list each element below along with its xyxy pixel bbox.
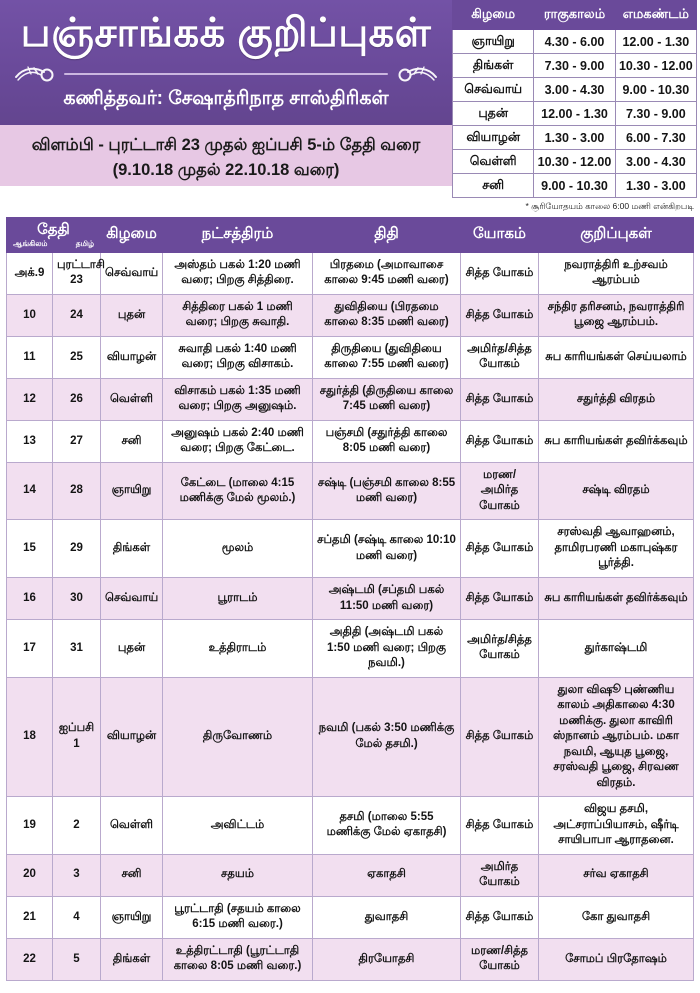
cell-weekday: செவ்வாய்	[101, 578, 163, 620]
table-row	[7, 462, 694, 520]
cell-english-date: 10	[7, 294, 53, 336]
cell-thithi: அஷ்டமி (சப்தமி பகல் 11:50 மணி வரை)	[313, 578, 461, 620]
table-row	[7, 677, 694, 797]
cell-natchathiram: அவிட்டம்	[163, 797, 313, 855]
date-range-tamil: விளம்பி - புரட்டாசி 23 முதல் ஐப்பசி 5-ம் தேதி வரை	[31, 136, 421, 154]
cell-notes: சதுர்த்தி விரதம்	[539, 378, 694, 420]
cell-notes: விஜய தசமி, அட்சராப்பியாசம், ஷீர்டி சாயிபாபா ஆராதனை.	[539, 797, 694, 855]
cell-notes: சோமப் பிரதோஷம்	[539, 938, 694, 980]
cell-notes: சந்திர தரிசனம், நவராத்திரி பூஜை ஆரம்பம்.	[539, 294, 694, 336]
cell-weekday: சனி	[101, 854, 163, 896]
cell-tamil-date: 4	[53, 896, 101, 938]
table-row	[7, 420, 694, 462]
cell-notes: சஷ்டி விரதம்	[539, 462, 694, 520]
cell-yogam: அமிர்த/சித்த யோகம்	[461, 336, 539, 378]
cell-thithi: ஏகாதசி	[313, 854, 461, 896]
flourish-right-icon	[396, 64, 438, 84]
rahu-header-rahukalam: ராகுகாலம்	[534, 1, 615, 30]
cell-yogam: சித்த யோகம்	[461, 797, 539, 855]
rahu-time: 9.00 - 10.30	[534, 174, 615, 198]
cell-yogam: சித்த யோகம்	[461, 294, 539, 336]
cell-tamil-date: 27	[53, 420, 101, 462]
cell-natchathiram: திருவோணம்	[163, 677, 313, 797]
cell-yogam: சித்த யோகம்	[461, 578, 539, 620]
cell-notes: சுப காரியங்கள் செய்யலாம்	[539, 336, 694, 378]
cell-thithi: திருதியை (துவிதியை காலை 7:55 மணி வரை)	[313, 336, 461, 378]
cell-english-date: 12	[7, 378, 53, 420]
cell-thithi: திரயோதசி	[313, 938, 461, 980]
table-row	[453, 30, 697, 54]
rahu-weekday: வியாழன்	[453, 126, 534, 150]
cell-tamil-date: 5	[53, 938, 101, 980]
cell-tamil-date: 24	[53, 294, 101, 336]
cell-tamil-date: 31	[53, 620, 101, 678]
cell-thithi: சப்தமி (சஷ்டி காலை 10:10 மணி வரை)	[313, 520, 461, 578]
cell-weekday: ஞாயிறு	[101, 896, 163, 938]
table-row	[7, 336, 694, 378]
cell-notes: சுப காரியங்கள் தவிர்க்கவும்	[539, 578, 694, 620]
cell-weekday: செவ்வாய்	[101, 252, 163, 294]
cell-weekday: சனி	[101, 420, 163, 462]
date-range-band	[0, 125, 452, 186]
table-row	[7, 252, 694, 294]
cell-notes: சரஸ்வதி ஆவாஹனம், தாமிரபரணி மகாபுஷ்கர பூர்த்தி.	[539, 520, 694, 578]
cell-yogam: மரண/சித்த யோகம்	[461, 938, 539, 980]
table-row	[453, 78, 697, 102]
title-band	[0, 0, 452, 125]
table-row	[7, 578, 694, 620]
cell-tamil-date: 3	[53, 854, 101, 896]
cell-yogam: சித்த யோகம்	[461, 520, 539, 578]
panchangam-header-row	[7, 218, 694, 253]
table-row	[7, 620, 694, 678]
cell-english-date: 14	[7, 462, 53, 520]
cell-thithi: பஞ்சமி (சதுர்த்தி காலை 8:05 மணி வரை)	[313, 420, 461, 462]
table-row	[7, 854, 694, 896]
table-row	[7, 520, 694, 578]
rahu-weekday: ஞாயிறு	[453, 30, 534, 54]
cell-notes: துலா விஷூ புண்ணிய காலம் அதிகாலை 4:30 மணிக்கு. துலா காவிரி ஸ்நானம் ஆரம்பம். மகா நவமி, ஆயுத பூஜை, சரஸ்வதி பூஜை, சிரவண விரதம்.	[539, 677, 694, 797]
cell-yogam: சித்த யோகம்	[461, 896, 539, 938]
title-divider	[14, 64, 438, 84]
cell-weekday: வியாழன்	[101, 677, 163, 797]
rahu-header-emakandam: எமகண்டம்	[615, 1, 696, 30]
cell-natchathiram: பூராடம்	[163, 578, 313, 620]
cell-natchathiram: பூரட்டாதி (சதயம் காலை 6:15 மணி வரை.)	[163, 896, 313, 938]
cell-yogam: மரண/அமிர்த யோகம்	[461, 462, 539, 520]
cell-natchathiram: சித்திரை பகல் 1 மணி வரை; பிறகு சுவாதி.	[163, 294, 313, 336]
header-thithi: திதி	[313, 218, 461, 253]
cell-english-date: 11	[7, 336, 53, 378]
rahu-kalam-table	[452, 0, 697, 198]
flourish-left-icon	[14, 64, 56, 84]
cell-yogam: சித்த யோகம்	[461, 677, 539, 797]
rahu-weekday: வெள்ளி	[453, 150, 534, 174]
cell-notes: சர்வ ஏகாதசி	[539, 854, 694, 896]
emakandam-time: 7.30 - 9.00	[615, 102, 696, 126]
sunrise-footnote: * சூரியோதயம் காலை 6:00 மணி என்கிறபடி	[525, 201, 694, 211]
cell-english-date: 22	[7, 938, 53, 980]
panchangam-table-body	[7, 252, 694, 980]
cell-yogam: சித்த யோகம்	[461, 252, 539, 294]
cell-english-date: 19	[7, 797, 53, 855]
cell-natchathiram: மூலம்	[163, 520, 313, 578]
rahu-header-weekday: கிழமை	[453, 1, 534, 30]
cell-thithi: துவாதசி	[313, 896, 461, 938]
emakandam-time: 10.30 - 12.00	[615, 54, 696, 78]
cell-thithi: துவிதியை (பிரதமை காலை 8:35 மணி வரை)	[313, 294, 461, 336]
rahu-time: 3.00 - 4.30	[534, 78, 615, 102]
cell-natchathiram: உத்திரட்டாதி (பூரட்டாதி காலை 8:05 மணி வரை.)	[163, 938, 313, 980]
cell-yogam: சித்த யோகம்	[461, 420, 539, 462]
top-section	[0, 0, 700, 213]
rahu-weekday: திங்கள்	[453, 54, 534, 78]
cell-thithi: பிரதமை (அமாவாசை காலை 9:45 மணி வரை)	[313, 252, 461, 294]
cell-notes: கோ துவாதசி	[539, 896, 694, 938]
cell-weekday: வெள்ளி	[101, 797, 163, 855]
cell-yogam: அமிர்த/சித்த யோகம்	[461, 620, 539, 678]
cell-tamil-date: 26	[53, 378, 101, 420]
emakandam-time: 9.00 - 10.30	[615, 78, 696, 102]
table-row	[7, 294, 694, 336]
rahu-time: 4.30 - 6.00	[534, 30, 615, 54]
cell-notes: நவராத்திரி உற்சவம் ஆரம்பம்	[539, 252, 694, 294]
table-row	[453, 174, 697, 198]
header-weekday: கிழமை	[101, 218, 163, 253]
page-title: பஞ்சாங்கக் குறிப்புகள்	[20, 11, 432, 55]
table-row	[453, 102, 697, 126]
header-date	[7, 218, 101, 253]
cell-weekday: திங்கள்	[101, 520, 163, 578]
table-row	[7, 896, 694, 938]
rahu-time: 1.30 - 3.00	[534, 126, 615, 150]
cell-tamil-date: புரட்டாசி 23	[53, 252, 101, 294]
header-natchathiram: நட்சத்திரம்	[163, 218, 313, 253]
cell-english-date: அக்.9	[7, 252, 53, 294]
cell-tamil-date: 29	[53, 520, 101, 578]
cell-english-date: 13	[7, 420, 53, 462]
cell-weekday: புதன்	[101, 294, 163, 336]
horizontal-rule	[64, 73, 388, 75]
header-date-label: தேதி	[37, 221, 70, 238]
cell-thithi: சதுர்த்தி (திருதியை காலை 7:45 மணி வரை)	[313, 378, 461, 420]
cell-english-date: 17	[7, 620, 53, 678]
panchangam-table	[6, 217, 694, 981]
date-range-gregorian: (9.10.18 முதல் 22.10.18 வரை)	[112, 160, 340, 179]
rahu-kalam-section	[452, 0, 700, 213]
header-date-english: ஆங்கிலம்	[13, 238, 48, 248]
cell-natchathiram: அனுஷம் பகல் 2:40 மணி வரை; பிறகு கேட்டை.	[163, 420, 313, 462]
rahu-weekday: புதன்	[453, 102, 534, 126]
cell-english-date: 18	[7, 677, 53, 797]
cell-weekday: வியாழன்	[101, 336, 163, 378]
table-row	[453, 126, 697, 150]
panchangam-table-section	[0, 213, 700, 981]
rahu-table-body	[453, 30, 697, 198]
table-row	[7, 378, 694, 420]
cell-thithi: அதிதி (அஷ்டமி பகல் 1:50 மணி வரை; பிறகு நவமி.)	[313, 620, 461, 678]
cell-natchathiram: சுவாதி பகல் 1:40 மணி வரை; பிறகு விசாகம்.	[163, 336, 313, 378]
cell-natchathiram: சதயம்	[163, 854, 313, 896]
cell-thithi: சஷ்டி (பஞ்சமி காலை 8:55 மணி வரை)	[313, 462, 461, 520]
rahu-table-header-row	[453, 1, 697, 30]
cell-english-date: 15	[7, 520, 53, 578]
cell-english-date: 21	[7, 896, 53, 938]
cell-weekday: வெள்ளி	[101, 378, 163, 420]
cell-tamil-date: 25	[53, 336, 101, 378]
header-yogam: யோகம்	[461, 218, 539, 253]
cell-thithi: நவமி (பகல் 3:50 மணிக்கு மேல் தசமி.)	[313, 677, 461, 797]
cell-tamil-date: ஐப்பசி 1	[53, 677, 101, 797]
rahu-weekday: செவ்வாய்	[453, 78, 534, 102]
table-row	[7, 938, 694, 980]
cell-yogam: சித்த யோகம்	[461, 378, 539, 420]
rahu-time: 7.30 - 9.00	[534, 54, 615, 78]
table-row	[453, 54, 697, 78]
cell-natchathiram: உத்திராடம்	[163, 620, 313, 678]
cell-weekday: ஞாயிறு	[101, 462, 163, 520]
cell-english-date: 16	[7, 578, 53, 620]
author-credit: கணித்தவர்: சேஷாத்ரிநாத சாஸ்திரிகள்	[63, 88, 389, 109]
table-row	[7, 797, 694, 855]
emakandam-time: 6.00 - 7.30	[615, 126, 696, 150]
cell-thithi: தசமி (மாலை 5:55 மணிக்கு மேல் ஏகாதசி)	[313, 797, 461, 855]
cell-natchathiram: அஸ்தம் பகல் 1:20 மணி வரை; பிறகு சித்திரை.	[163, 252, 313, 294]
emakandam-time: 3.00 - 4.30	[615, 150, 696, 174]
table-row	[453, 150, 697, 174]
cell-natchathiram: கேட்டை (மாலை 4:15 மணிக்கு மேல் மூலம்.)	[163, 462, 313, 520]
rahu-time: 12.00 - 1.30	[534, 102, 615, 126]
cell-weekday: புதன்	[101, 620, 163, 678]
cell-notes: சுப காரியங்கள் தவிர்க்கவும்	[539, 420, 694, 462]
emakandam-time: 12.00 - 1.30	[615, 30, 696, 54]
cell-english-date: 20	[7, 854, 53, 896]
cell-natchathiram: விசாகம் பகல் 1:35 மணி வரை; பிறகு அனுஷம்.	[163, 378, 313, 420]
cell-weekday: திங்கள்	[101, 938, 163, 980]
cell-tamil-date: 28	[53, 462, 101, 520]
rahu-time: 10.30 - 12.00	[534, 150, 615, 174]
rahu-weekday: சனி	[453, 174, 534, 198]
cell-yogam: அமிர்த யோகம்	[461, 854, 539, 896]
cell-tamil-date: 2	[53, 797, 101, 855]
masthead	[0, 0, 452, 186]
cell-notes: துர்காஷ்டமி	[539, 620, 694, 678]
emakandam-time: 1.30 - 3.00	[615, 174, 696, 198]
header-date-tamil: தமிழ்	[75, 238, 94, 248]
header-notes: குறிப்புகள்	[539, 218, 694, 253]
cell-tamil-date: 30	[53, 578, 101, 620]
